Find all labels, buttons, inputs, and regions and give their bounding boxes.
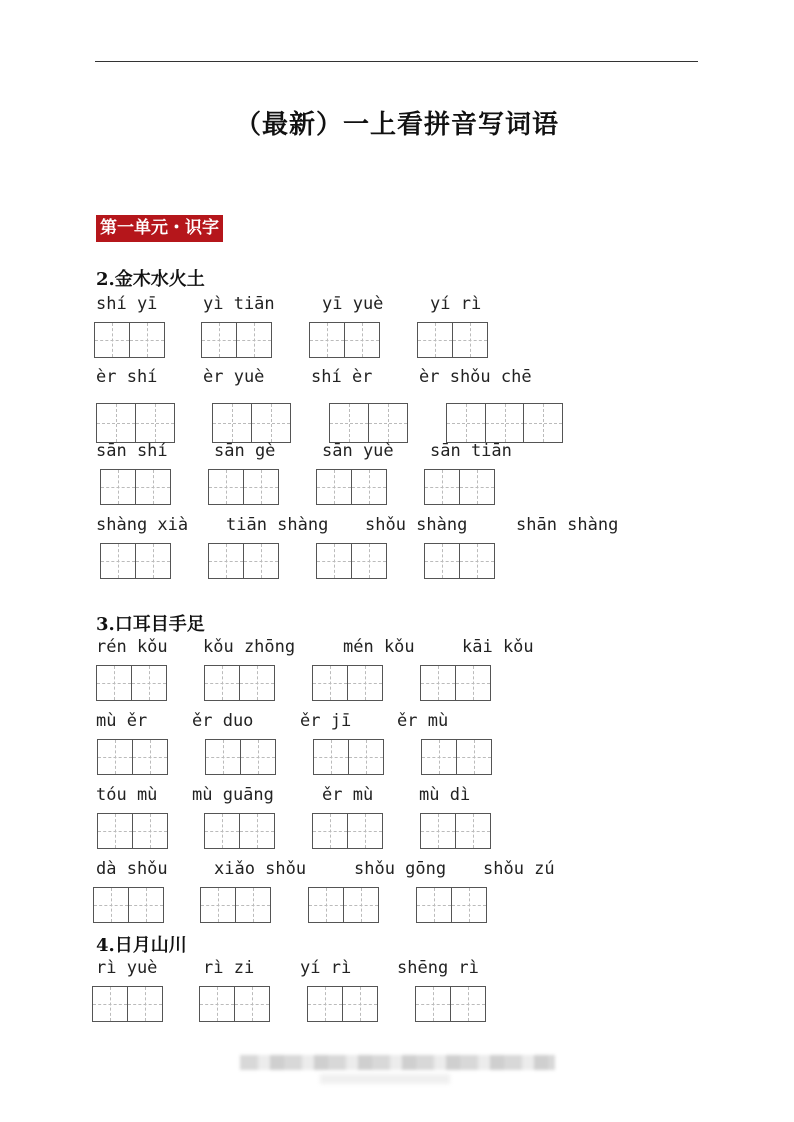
writing-cell[interactable] bbox=[129, 322, 165, 358]
writing-grid[interactable] bbox=[201, 322, 270, 358]
writing-cell[interactable] bbox=[212, 403, 252, 443]
pinyin-label: sān tiān bbox=[430, 441, 512, 461]
pinyin-label: èr shí bbox=[96, 367, 158, 387]
writing-cell[interactable] bbox=[420, 813, 456, 849]
writing-cell[interactable] bbox=[239, 813, 275, 849]
writing-cell[interactable] bbox=[347, 665, 383, 701]
section-title: 2.金木水火土 bbox=[96, 269, 205, 290]
writing-cell[interactable] bbox=[368, 403, 408, 443]
writing-cell[interactable] bbox=[205, 739, 241, 775]
writing-grid[interactable] bbox=[199, 986, 268, 1022]
pinyin-label: mù ěr bbox=[96, 711, 148, 731]
writing-cell[interactable] bbox=[424, 543, 460, 579]
writing-cell[interactable] bbox=[208, 469, 244, 505]
pinyin-label: mén kǒu bbox=[343, 637, 415, 657]
writing-grid[interactable] bbox=[316, 543, 385, 579]
writing-cell[interactable] bbox=[343, 887, 379, 923]
writing-cell[interactable] bbox=[351, 543, 387, 579]
writing-grid[interactable] bbox=[200, 887, 269, 923]
writing-grid[interactable] bbox=[212, 403, 289, 443]
pinyin-label: tóu mù bbox=[96, 785, 158, 805]
pinyin-label: dà shǒu bbox=[96, 859, 168, 879]
writing-cell[interactable] bbox=[308, 887, 344, 923]
writing-cell[interactable] bbox=[204, 665, 240, 701]
writing-grid[interactable] bbox=[308, 887, 377, 923]
writing-grid[interactable] bbox=[97, 739, 166, 775]
pinyin-label: mù guāng bbox=[192, 785, 274, 805]
writing-cell[interactable] bbox=[201, 322, 237, 358]
writing-cell[interactable] bbox=[459, 543, 495, 579]
section-title: 3.口耳目手足 bbox=[96, 614, 205, 635]
writing-cell[interactable] bbox=[313, 739, 349, 775]
writing-cell[interactable] bbox=[312, 665, 348, 701]
writing-cell[interactable] bbox=[455, 813, 491, 849]
writing-cell[interactable] bbox=[97, 813, 133, 849]
writing-cell[interactable] bbox=[127, 986, 163, 1022]
writing-cell[interactable] bbox=[100, 469, 136, 505]
writing-cell[interactable] bbox=[420, 665, 456, 701]
writing-grid[interactable] bbox=[96, 403, 173, 443]
pinyin-label: yì tiān bbox=[203, 294, 275, 314]
writing-grid[interactable] bbox=[329, 403, 406, 443]
writing-cell[interactable] bbox=[459, 469, 495, 505]
writing-grid[interactable] bbox=[312, 813, 381, 849]
writing-grid[interactable] bbox=[204, 665, 273, 701]
writing-cell[interactable] bbox=[208, 543, 244, 579]
writing-cell[interactable] bbox=[240, 739, 276, 775]
pinyin-label: èr yuè bbox=[203, 367, 265, 387]
writing-grid[interactable] bbox=[97, 813, 166, 849]
writing-cell[interactable] bbox=[204, 813, 240, 849]
writing-cell[interactable] bbox=[135, 543, 171, 579]
writing-grid[interactable] bbox=[205, 739, 274, 775]
writing-grid[interactable] bbox=[424, 469, 493, 505]
writing-cell[interactable] bbox=[243, 469, 279, 505]
writing-cell[interactable] bbox=[416, 887, 452, 923]
writing-grid[interactable] bbox=[316, 469, 385, 505]
blurred-footer bbox=[240, 1055, 555, 1070]
writing-cell[interactable] bbox=[235, 887, 271, 923]
writing-cell[interactable] bbox=[96, 665, 132, 701]
writing-cell[interactable] bbox=[316, 469, 352, 505]
writing-grid[interactable] bbox=[92, 986, 161, 1022]
writing-grid[interactable] bbox=[446, 403, 562, 443]
writing-cell[interactable] bbox=[452, 322, 488, 358]
writing-grid[interactable] bbox=[309, 322, 378, 358]
writing-grid[interactable] bbox=[420, 813, 489, 849]
writing-cell[interactable] bbox=[446, 403, 486, 443]
writing-cell[interactable] bbox=[132, 739, 168, 775]
writing-grid[interactable] bbox=[100, 543, 169, 579]
writing-cell[interactable] bbox=[309, 322, 345, 358]
writing-grid[interactable] bbox=[96, 665, 165, 701]
writing-cell[interactable] bbox=[456, 739, 492, 775]
writing-cell[interactable] bbox=[96, 403, 136, 443]
writing-cell[interactable] bbox=[100, 543, 136, 579]
writing-grid[interactable] bbox=[416, 887, 485, 923]
writing-cell[interactable] bbox=[92, 986, 128, 1022]
writing-grid[interactable] bbox=[420, 665, 489, 701]
pinyin-label: ěr jī bbox=[300, 711, 352, 731]
writing-grid[interactable] bbox=[94, 322, 163, 358]
writing-cell[interactable] bbox=[251, 403, 291, 443]
writing-cell[interactable] bbox=[243, 543, 279, 579]
writing-grid[interactable] bbox=[312, 665, 381, 701]
pinyin-label: tiān shàng bbox=[226, 515, 329, 535]
writing-grid[interactable] bbox=[424, 543, 493, 579]
pinyin-label: xiǎo shǒu bbox=[214, 859, 307, 879]
writing-cell[interactable] bbox=[312, 813, 348, 849]
writing-cell[interactable] bbox=[135, 403, 175, 443]
writing-cell[interactable] bbox=[200, 887, 236, 923]
pinyin-label: kǒu zhōng bbox=[203, 637, 296, 657]
writing-cell[interactable] bbox=[307, 986, 343, 1022]
pinyin-label: rén kǒu bbox=[96, 637, 168, 657]
pinyin-label: èr shǒu chē bbox=[419, 367, 532, 387]
writing-cell[interactable] bbox=[348, 739, 384, 775]
writing-cell[interactable] bbox=[329, 403, 369, 443]
writing-cell[interactable] bbox=[351, 469, 387, 505]
pinyin-label: yī yuè bbox=[322, 294, 384, 314]
pinyin-label: ěr mù bbox=[322, 785, 374, 805]
writing-grid[interactable] bbox=[204, 813, 273, 849]
writing-cell[interactable] bbox=[135, 469, 171, 505]
pinyin-label: ěr duo bbox=[192, 711, 254, 731]
writing-cell[interactable] bbox=[455, 665, 491, 701]
writing-cell[interactable] bbox=[93, 887, 129, 923]
pinyin-label: sān yuè bbox=[322, 441, 394, 461]
writing-cell[interactable] bbox=[415, 986, 451, 1022]
writing-cell[interactable] bbox=[316, 543, 352, 579]
writing-cell[interactable] bbox=[347, 813, 383, 849]
writing-cell[interactable] bbox=[128, 887, 164, 923]
pinyin-label: yí rì bbox=[430, 294, 482, 314]
writing-grid[interactable] bbox=[421, 739, 490, 775]
top-rule bbox=[95, 61, 698, 62]
writing-cell[interactable] bbox=[342, 986, 378, 1022]
pinyin-label: sān gè bbox=[214, 441, 276, 461]
writing-grid[interactable] bbox=[415, 986, 484, 1022]
writing-grid[interactable] bbox=[208, 469, 277, 505]
writing-cell[interactable] bbox=[523, 403, 563, 443]
pinyin-label: shān shàng bbox=[516, 515, 619, 535]
unit-badge: 第一单元・识字 bbox=[96, 215, 223, 242]
writing-cell[interactable] bbox=[234, 986, 270, 1022]
writing-cell[interactable] bbox=[424, 469, 460, 505]
page-title: （最新）一上看拼音写词语 bbox=[234, 110, 559, 140]
writing-grid[interactable] bbox=[417, 322, 486, 358]
writing-cell[interactable] bbox=[236, 322, 272, 358]
writing-cell[interactable] bbox=[131, 665, 167, 701]
writing-cell[interactable] bbox=[199, 986, 235, 1022]
writing-grid[interactable] bbox=[307, 986, 376, 1022]
pinyin-label: rì yuè bbox=[96, 958, 158, 978]
pinyin-label: ěr mù bbox=[397, 711, 449, 731]
pinyin-label: shàng xià bbox=[96, 515, 189, 535]
pinyin-label: shí yī bbox=[96, 294, 158, 314]
pinyin-label: shǒu shàng bbox=[365, 515, 468, 535]
pinyin-label: kāi kǒu bbox=[462, 637, 534, 657]
writing-grid[interactable] bbox=[208, 543, 277, 579]
pinyin-label: sān shí bbox=[96, 441, 168, 461]
pinyin-label: shǒu gōng bbox=[354, 859, 447, 879]
writing-grid[interactable] bbox=[313, 739, 382, 775]
writing-cell[interactable] bbox=[239, 665, 275, 701]
writing-cell[interactable] bbox=[451, 887, 487, 923]
writing-cell[interactable] bbox=[485, 403, 525, 443]
writing-grid[interactable] bbox=[93, 887, 162, 923]
pinyin-label: rì zi bbox=[203, 958, 255, 978]
pinyin-label: mù dì bbox=[419, 785, 471, 805]
writing-cell[interactable] bbox=[417, 322, 453, 358]
writing-cell[interactable] bbox=[97, 739, 133, 775]
writing-cell[interactable] bbox=[132, 813, 168, 849]
section-title: 4.日月山川 bbox=[96, 935, 187, 956]
writing-cell[interactable] bbox=[344, 322, 380, 358]
blurred-footer-secondary bbox=[320, 1074, 450, 1084]
writing-grid[interactable] bbox=[100, 469, 169, 505]
pinyin-label: shí èr bbox=[311, 367, 373, 387]
pinyin-label: shǒu zú bbox=[483, 859, 555, 879]
writing-cell[interactable] bbox=[94, 322, 130, 358]
writing-cell[interactable] bbox=[450, 986, 486, 1022]
pinyin-label: yí rì bbox=[300, 958, 352, 978]
pinyin-label: shēng rì bbox=[397, 958, 479, 978]
writing-cell[interactable] bbox=[421, 739, 457, 775]
